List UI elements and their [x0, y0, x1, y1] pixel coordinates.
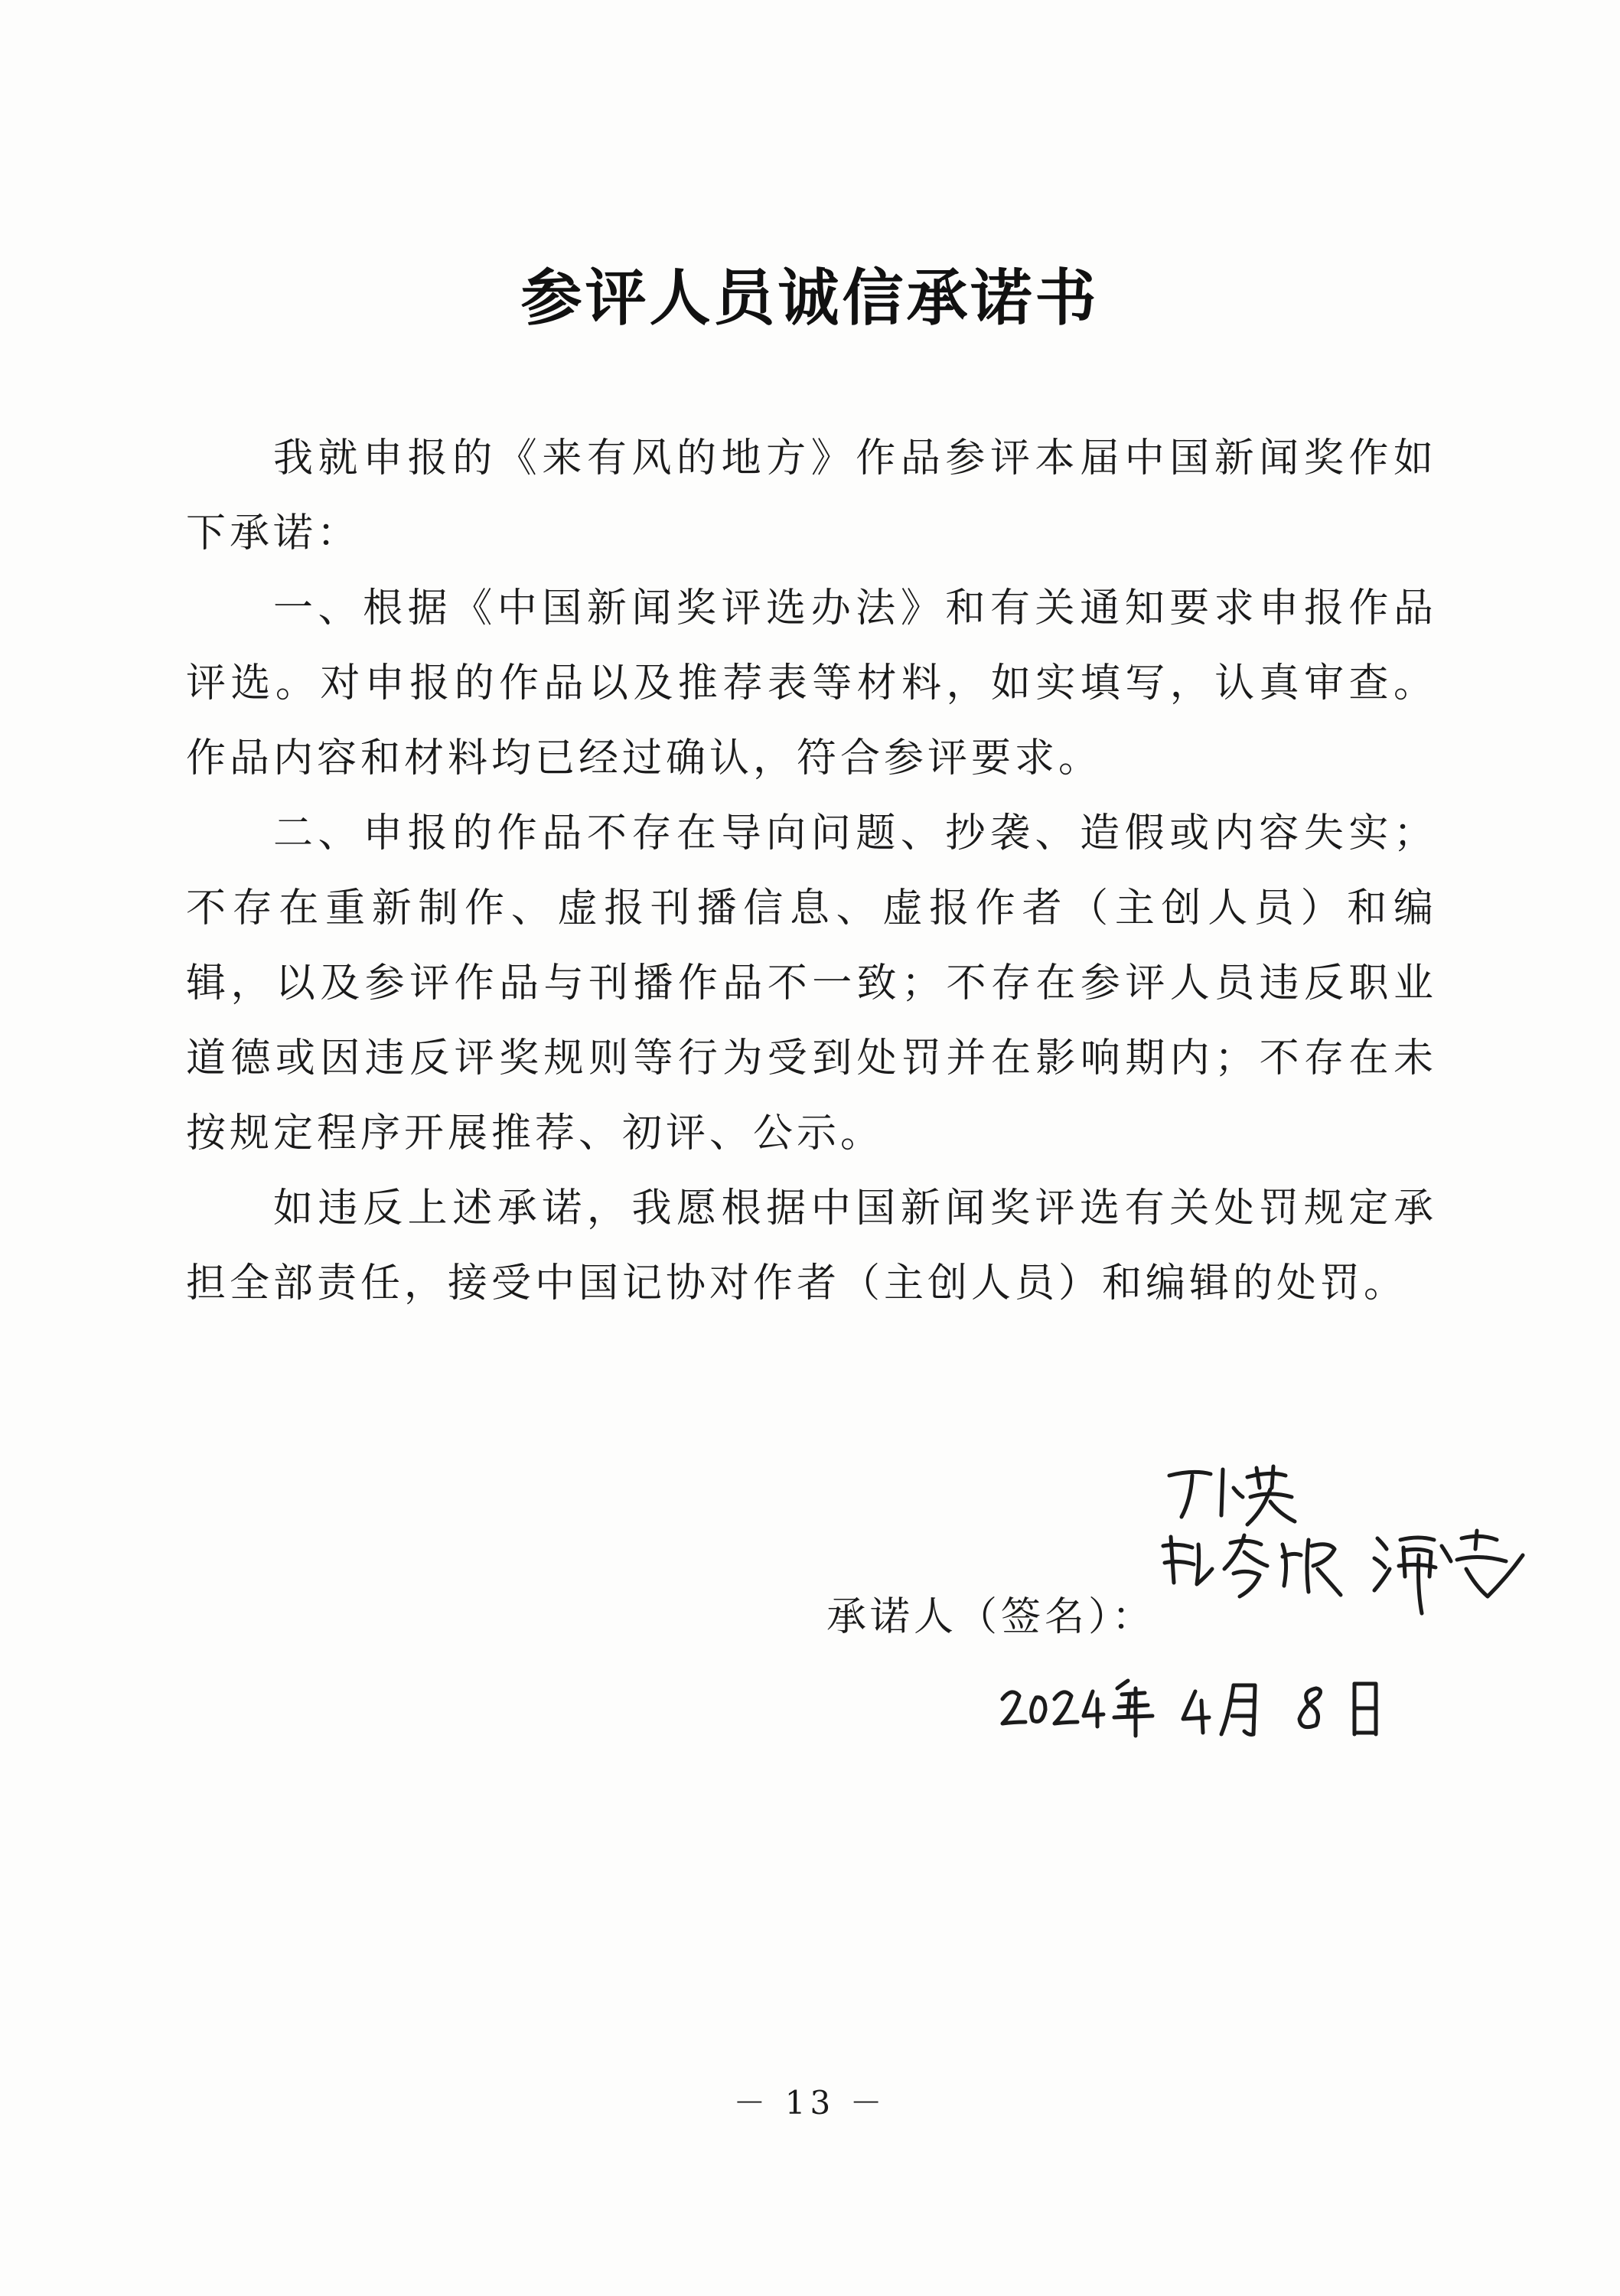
- page-number: － 13 －: [733, 2084, 887, 2122]
- handwritten-signature-image: [1148, 1454, 1546, 1630]
- document-body: [186, 421, 1437, 1321]
- paragraph-intro: 我就申报的《来有风的地方》作品参评本届中国新闻奖作如下承诺：: [186, 435, 1437, 556]
- signature-label: 承诺人（签名）：: [826, 1594, 1156, 1640]
- paragraph-commitment-1: 一、根据《中国新闻奖评选办法》和有关通知要求申报作品评选。对申报的作品以及推荐表等材料，如实填写，认真审查。作品内容和材料均已经过确认，符合参评要求。: [186, 585, 1437, 781]
- handwritten-date-image: [995, 1661, 1393, 1745]
- paragraph-commitment-2: 二、申报的作品不存在导向问题、抄袭、造假或内容失实；不存在重新制作、虚报刊播信息、虚报作者（主创人员）和编辑，以及参评作品与刊播作品不一致；不存在参评人员违反职业道德或因违反评奖规则等行为受到处罚并在影响期内；不存在未按规定程序开展推荐、初评、公示。: [186, 810, 1437, 1156]
- document-title: 参评人员诚信承诺书: [520, 262, 1100, 334]
- paragraph-liability: 如违反上述承诺，我愿根据中国新闻奖评选有关处罚规定承担全部责任，接受中国记协对作者（主创人员）和编辑的处罚。: [186, 1186, 1437, 1306]
